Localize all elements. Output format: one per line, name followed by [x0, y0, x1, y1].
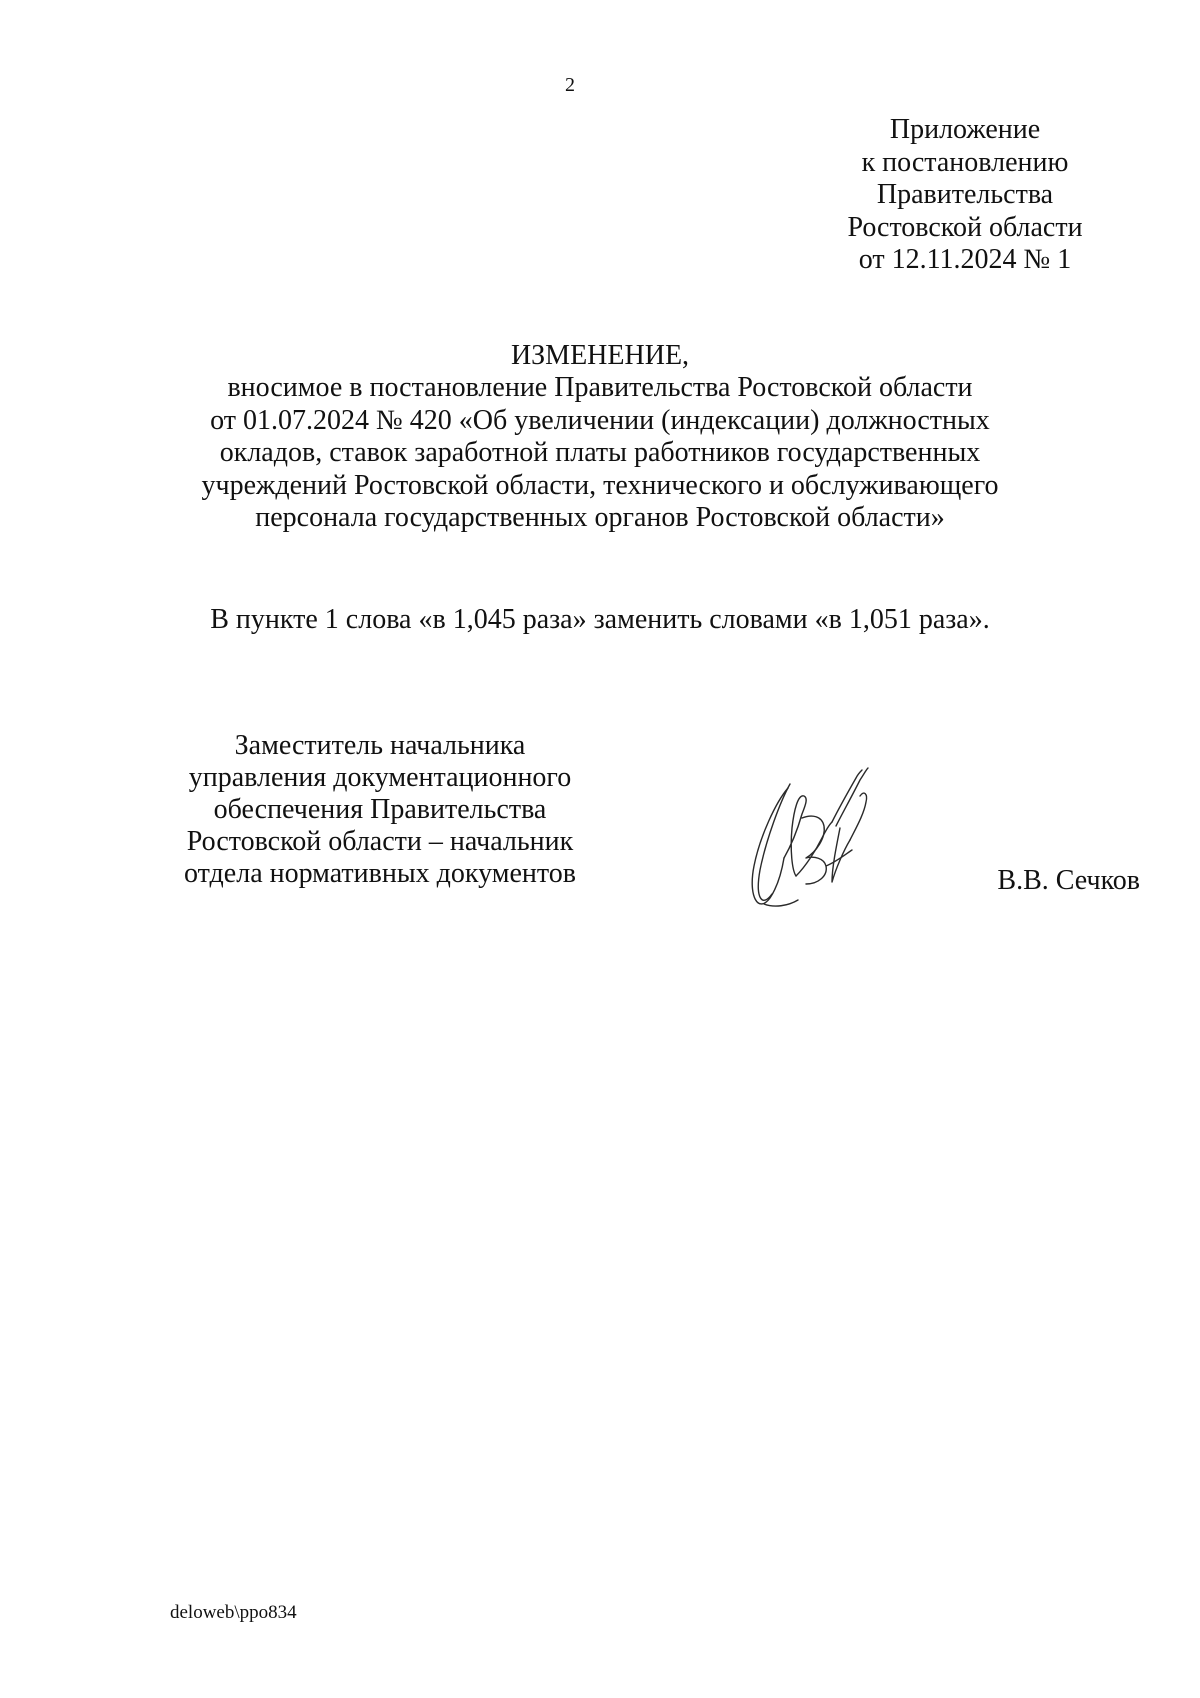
appendix-line: Приложение	[889, 114, 1041, 145]
signer-position-line: Заместитель начальника	[234, 730, 526, 761]
title-line: персонала государственных органов Ростовской области»	[255, 502, 945, 534]
signer-position-line: отдела нормативных документов	[184, 858, 576, 889]
appendix-line: Правительства	[876, 179, 1054, 210]
page-number: 2	[565, 74, 575, 96]
handwritten-signature	[740, 758, 890, 918]
body-paragraph: В пункте 1 слова «в 1,045 раза» заменить словами «в 1,051 раза».	[210, 604, 990, 635]
title-line: от 01.07.2024 № 420 «Об увеличении (индексации) должностных	[210, 404, 990, 436]
signer-position-line: управления документационного	[188, 762, 572, 793]
appendix-line: Ростовской области	[847, 211, 1083, 243]
title-line: учреждений Ростовской области, технического и обслуживающего	[201, 469, 999, 501]
signer-position	[160, 730, 600, 890]
title-line: окладов, ставок заработной платы работников государственных	[219, 437, 981, 469]
document-title	[160, 340, 1040, 534]
file-reference: deloweb\ppo834	[170, 1602, 297, 1623]
title-line: вносимое в постановление Правительства Ростовской области	[227, 372, 973, 404]
title-heading: ИЗМЕНЕНИЕ,	[510, 340, 690, 371]
appendix-line: к постановлению	[861, 146, 1069, 178]
appendix-header	[820, 114, 1110, 277]
signer-name: В.В. Сечков	[997, 865, 1140, 896]
appendix-date-number: от 12.11.2024 № 1	[858, 244, 1072, 275]
signer-position-line: Ростовской области – начальник	[186, 826, 574, 857]
signer-position-line: обеспечения Правительства	[213, 794, 547, 825]
